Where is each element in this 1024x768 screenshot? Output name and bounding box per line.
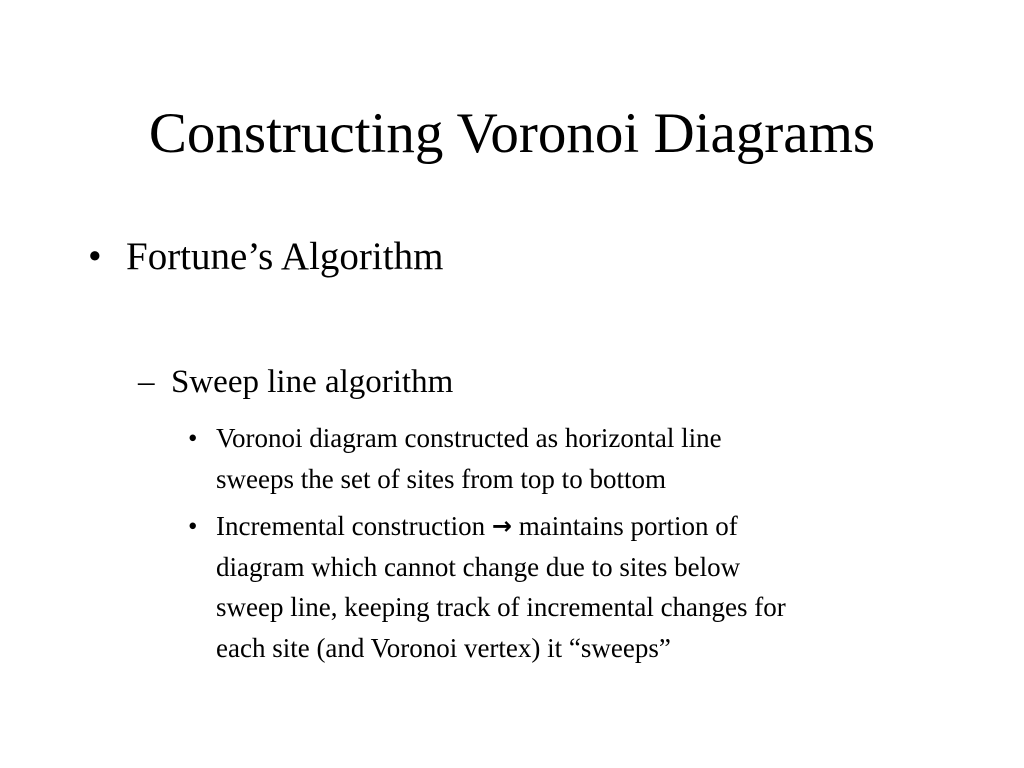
bullet-line: Voronoi diagram constructed as horizontal line: [216, 423, 722, 453]
bullet-text-after-arrow: maintains portion of: [512, 511, 738, 541]
bullet-line: sweep line, keeping track of incremental changes for: [216, 592, 786, 622]
bullet-text-before-arrow: Incremental construction: [216, 511, 492, 541]
bullet-point: •: [88, 235, 102, 278]
bullet-point: •: [188, 423, 198, 453]
sub-bullet-text: Sweep line algorithm: [171, 364, 454, 400]
bullet-line: diagram which cannot change due to sites below: [216, 551, 741, 582]
bullet-line: sweeps the set of sites from top to bottom: [216, 463, 666, 494]
bullet-line: each site (and Voronoi vertex) it “sweeps”: [216, 632, 671, 663]
bullet-line-with-arrow: [216, 506, 738, 548]
bullet-point: •: [188, 511, 198, 541]
slide-title: Constructing Voronoi Diagrams: [148, 102, 876, 165]
bullet-text: Fortune’s Algorithm: [126, 235, 444, 278]
right-arrow-icon: →: [491, 512, 513, 540]
dash-marker: –: [138, 364, 155, 400]
